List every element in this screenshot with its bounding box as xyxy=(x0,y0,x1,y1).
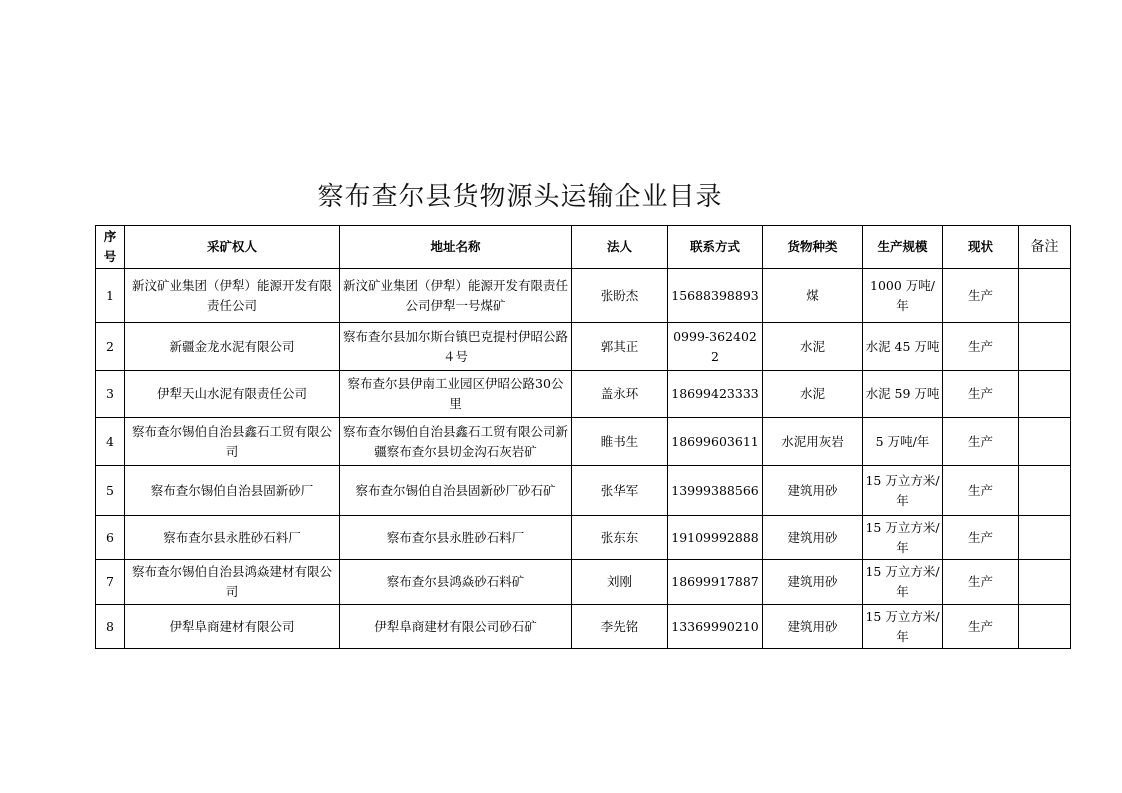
cell-cargo: 建筑用砂 xyxy=(763,516,863,560)
cell-holder: 察布查尔县永胜砂石料厂 xyxy=(125,516,340,560)
cell-status: 生产 xyxy=(943,418,1019,466)
cell-status: 生产 xyxy=(943,516,1019,560)
table-row xyxy=(96,418,1071,466)
header-contact: 联系方式 xyxy=(668,226,763,269)
cell-cargo: 水泥 xyxy=(763,371,863,418)
cell-contact: 0999-3624022 xyxy=(668,323,763,371)
cell-seq: 8 xyxy=(96,605,125,649)
cell-status: 生产 xyxy=(943,269,1019,323)
table-row xyxy=(96,371,1071,418)
table-row xyxy=(96,466,1071,516)
cell-holder: 伊犁天山水泥有限责任公司 xyxy=(125,371,340,418)
cell-address: 新汶矿业集团（伊犁）能源开发有限责任公司伊犁一号煤矿 xyxy=(340,269,572,323)
cell-contact: 15688398893 xyxy=(668,269,763,323)
cell-scale: 15 万立方米/年 xyxy=(863,605,943,649)
cell-status: 生产 xyxy=(943,605,1019,649)
table-row xyxy=(96,516,1071,560)
cell-legal: 睢书生 xyxy=(572,418,668,466)
enterprise-table xyxy=(95,225,1071,649)
table-row xyxy=(96,269,1071,323)
cell-notes xyxy=(1019,605,1071,649)
table-row xyxy=(96,605,1071,649)
cell-notes xyxy=(1019,516,1071,560)
cell-seq: 6 xyxy=(96,516,125,560)
header-seq: 序号 xyxy=(96,226,125,269)
cell-status: 生产 xyxy=(943,323,1019,371)
table-row xyxy=(96,323,1071,371)
cell-contact: 13369990210 xyxy=(668,605,763,649)
cell-cargo: 煤 xyxy=(763,269,863,323)
cell-contact: 18699423333 xyxy=(668,371,763,418)
cell-scale: 1000 万吨/年 xyxy=(863,269,943,323)
header-status: 现状 xyxy=(943,226,1019,269)
table-row xyxy=(96,560,1071,605)
cell-holder: 新疆金龙水泥有限公司 xyxy=(125,323,340,371)
cell-cargo: 建筑用砂 xyxy=(763,605,863,649)
cell-holder: 察布查尔锡伯自治县鸿焱建材有限公司 xyxy=(125,560,340,605)
cell-scale: 15 万立方米/年 xyxy=(863,516,943,560)
cell-holder: 察布查尔锡伯自治县鑫石工贸有限公司 xyxy=(125,418,340,466)
cell-scale: 水泥 59 万吨 xyxy=(863,371,943,418)
cell-cargo: 建筑用砂 xyxy=(763,466,863,516)
cell-status: 生产 xyxy=(943,466,1019,516)
cell-legal: 张东东 xyxy=(572,516,668,560)
cell-notes xyxy=(1019,323,1071,371)
cell-cargo: 水泥 xyxy=(763,323,863,371)
cell-notes xyxy=(1019,418,1071,466)
cell-contact: 18699603611 xyxy=(668,418,763,466)
table-header-row xyxy=(96,226,1071,269)
page-title: 察布查尔县货物源头运输企业目录 xyxy=(317,182,723,212)
cell-holder: 察布查尔锡伯自治县固新砂厂 xyxy=(125,466,340,516)
cell-legal: 郭其正 xyxy=(572,323,668,371)
cell-seq: 5 xyxy=(96,466,125,516)
cell-seq: 3 xyxy=(96,371,125,418)
cell-contact: 18699917887 xyxy=(668,560,763,605)
cell-scale: 15 万立方米/年 xyxy=(863,560,943,605)
cell-holder: 伊犁阜商建材有限公司 xyxy=(125,605,340,649)
header-scale: 生产规模 xyxy=(863,226,943,269)
cell-seq: 2 xyxy=(96,323,125,371)
cell-contact: 13999388566 xyxy=(668,466,763,516)
cell-status: 生产 xyxy=(943,560,1019,605)
cell-address: 察布查尔县伊南工业园区伊昭公路30公里 xyxy=(340,371,572,418)
cell-scale: 15 万立方米/年 xyxy=(863,466,943,516)
cell-status: 生产 xyxy=(943,371,1019,418)
cell-notes xyxy=(1019,466,1071,516)
cell-notes xyxy=(1019,560,1071,605)
cell-legal: 盖永环 xyxy=(572,371,668,418)
cell-cargo: 水泥用灰岩 xyxy=(763,418,863,466)
header-notes: 备注 xyxy=(1019,226,1071,269)
cell-address: 察布查尔县加尔斯台镇巴克提村伊昭公路４号 xyxy=(340,323,572,371)
cell-contact: 19109992888 xyxy=(668,516,763,560)
cell-scale: 水泥 45 万吨 xyxy=(863,323,943,371)
header-cargo: 货物种类 xyxy=(763,226,863,269)
cell-scale: 5 万吨/年 xyxy=(863,418,943,466)
cell-address: 察布查尔锡伯自治县固新砂厂砂石矿 xyxy=(340,466,572,516)
header-address: 地址名称 xyxy=(340,226,572,269)
cell-legal: 张盼杰 xyxy=(572,269,668,323)
header-legal: 法人 xyxy=(572,226,668,269)
cell-notes xyxy=(1019,371,1071,418)
cell-cargo: 建筑用砂 xyxy=(763,560,863,605)
cell-legal: 刘刚 xyxy=(572,560,668,605)
cell-seq: 7 xyxy=(96,560,125,605)
cell-seq: 4 xyxy=(96,418,125,466)
cell-address: 察布查尔锡伯自治县鑫石工贸有限公司新疆察布查尔县切金沟石灰岩矿 xyxy=(340,418,572,466)
cell-address: 察布查尔县永胜砂石料厂 xyxy=(340,516,572,560)
cell-notes xyxy=(1019,269,1071,323)
cell-address: 伊犁阜商建材有限公司砂石矿 xyxy=(340,605,572,649)
cell-legal: 李先铭 xyxy=(572,605,668,649)
cell-legal: 张华军 xyxy=(572,466,668,516)
cell-seq: 1 xyxy=(96,269,125,323)
cell-holder: 新汶矿业集团（伊犁）能源开发有限责任公司 xyxy=(125,269,340,323)
header-holder: 采矿权人 xyxy=(125,226,340,269)
cell-address: 察布查尔县鸿焱砂石料矿 xyxy=(340,560,572,605)
